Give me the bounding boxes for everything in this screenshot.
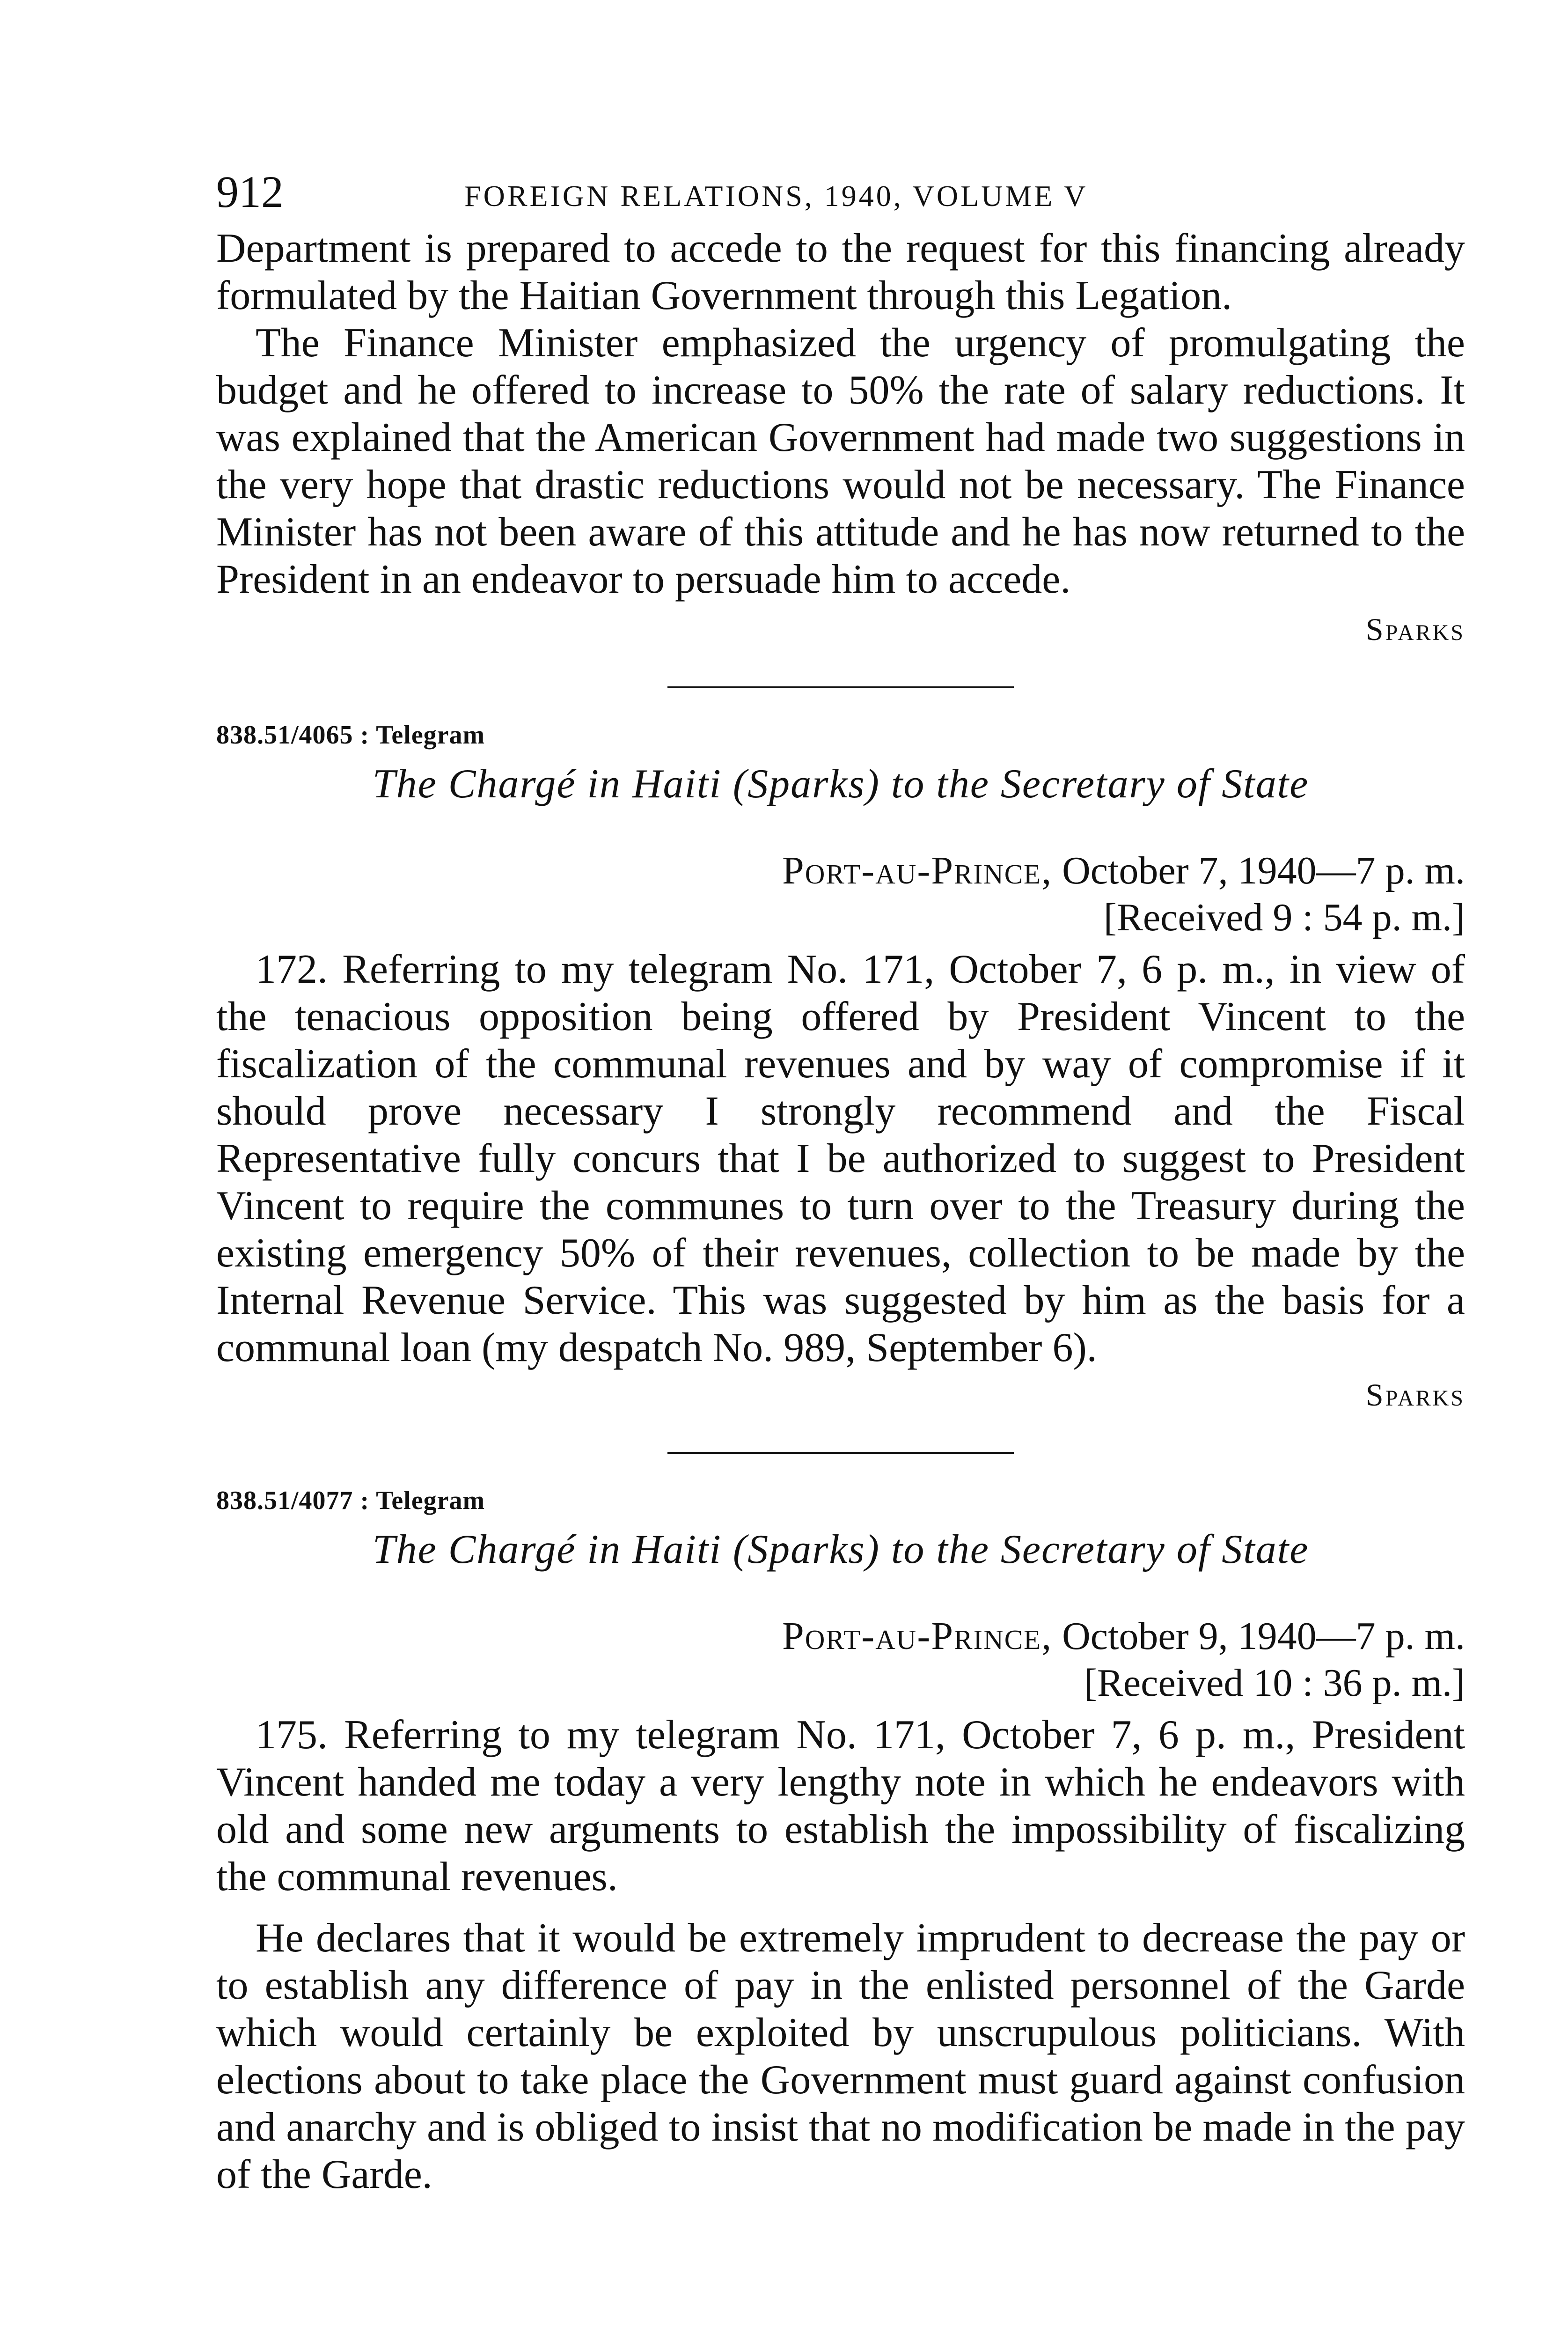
telegram-paragraph: He declares that it would be extremely imprudent to decrease the pay or to establish any difference of pay in the enlisted personnel of the Garde which would certainly be exploited by unscrupulous politicians. With elections about to take place the Government must guard against confusion and anarchy and is obliged to insist that no modification be made in the pay of the Garde. — [216, 1915, 1465, 2197]
received-time: [Received 10 : 36 p. m.] — [1084, 1661, 1465, 1705]
document-page — [216, 169, 1465, 2198]
signature: Sparks — [1365, 611, 1465, 647]
dateline-date: October 7, 1940—7 p. m. — [1052, 849, 1465, 892]
received-time: [Received 9 : 54 p. m.] — [1103, 896, 1465, 939]
dateline — [216, 847, 1465, 894]
telegram-paragraph: 172. Referring to my telegram No. 171, October 7, 6 p. m., in view of the tenacious opposition being offered by President Vincent to the fiscalization of the communal revenues and by way of compromise if it should prove necessary I strongly recommend and the Fiscal Representative fully concurs that I be authorized to suggest to President Vincent to require the communes to turn over to the Treasury during the existing emergency 50% of their revenues, collection to be made by the Internal Revenue Service. This was suggested by him as the basis for a communal loan (my despatch No. 989, September 6). — [216, 947, 1465, 1370]
document-title: The Chargé in Haiti (Sparks) to the Secretary of State — [372, 761, 1309, 807]
signature: Sparks — [1365, 1377, 1465, 1413]
running-title: FOREIGN RELATIONS, 1940, VOLUME V — [464, 179, 1088, 213]
document-title: The Chargé in Haiti (Sparks) to the Secretary of State — [372, 1527, 1309, 1572]
continuation-paragraph: Department is prepared to accede to the request for this financing already formulated by the Haitian Government through this Legation. — [216, 226, 1465, 318]
page-number: 912 — [216, 167, 284, 217]
running-header — [216, 169, 1465, 225]
telegram-paragraph: 175. Referring to my telegram No. 171, October 7, 6 p. m., President Vincent handed me today a very lengthy note in which he endeavors with old and some new arguments to establish the impossibility of fiscalizing the communal revenues. — [216, 1712, 1465, 1899]
dateline-date: October 9, 1940—7 p. m. — [1052, 1614, 1465, 1658]
continuation-paragraph: The Finance Minister emphasized the urgency of promulgating the budget and he offered to increase to 50% the rate of salary reductions. It was explained that the American Government had made two suggestions in the very hope that drastic reductions would not be necessary. The Finance Minister has not been aware of this attitude and he has now returned to the President in an endeavor to persuade him to accede. — [216, 320, 1465, 602]
telegram-4077 — [216, 1482, 1465, 2198]
dateline-place: Port-au-Prince, — [782, 849, 1053, 892]
file-code: 838.51/4065 : Telegram — [216, 721, 485, 750]
section-divider — [667, 1452, 1014, 1454]
file-code: 838.51/4077 : Telegram — [216, 1486, 485, 1515]
dateline-place: Port-au-Prince, — [782, 1614, 1053, 1658]
dateline — [216, 1613, 1465, 1660]
section-divider — [667, 686, 1014, 688]
telegram-4065 — [216, 716, 1465, 1418]
